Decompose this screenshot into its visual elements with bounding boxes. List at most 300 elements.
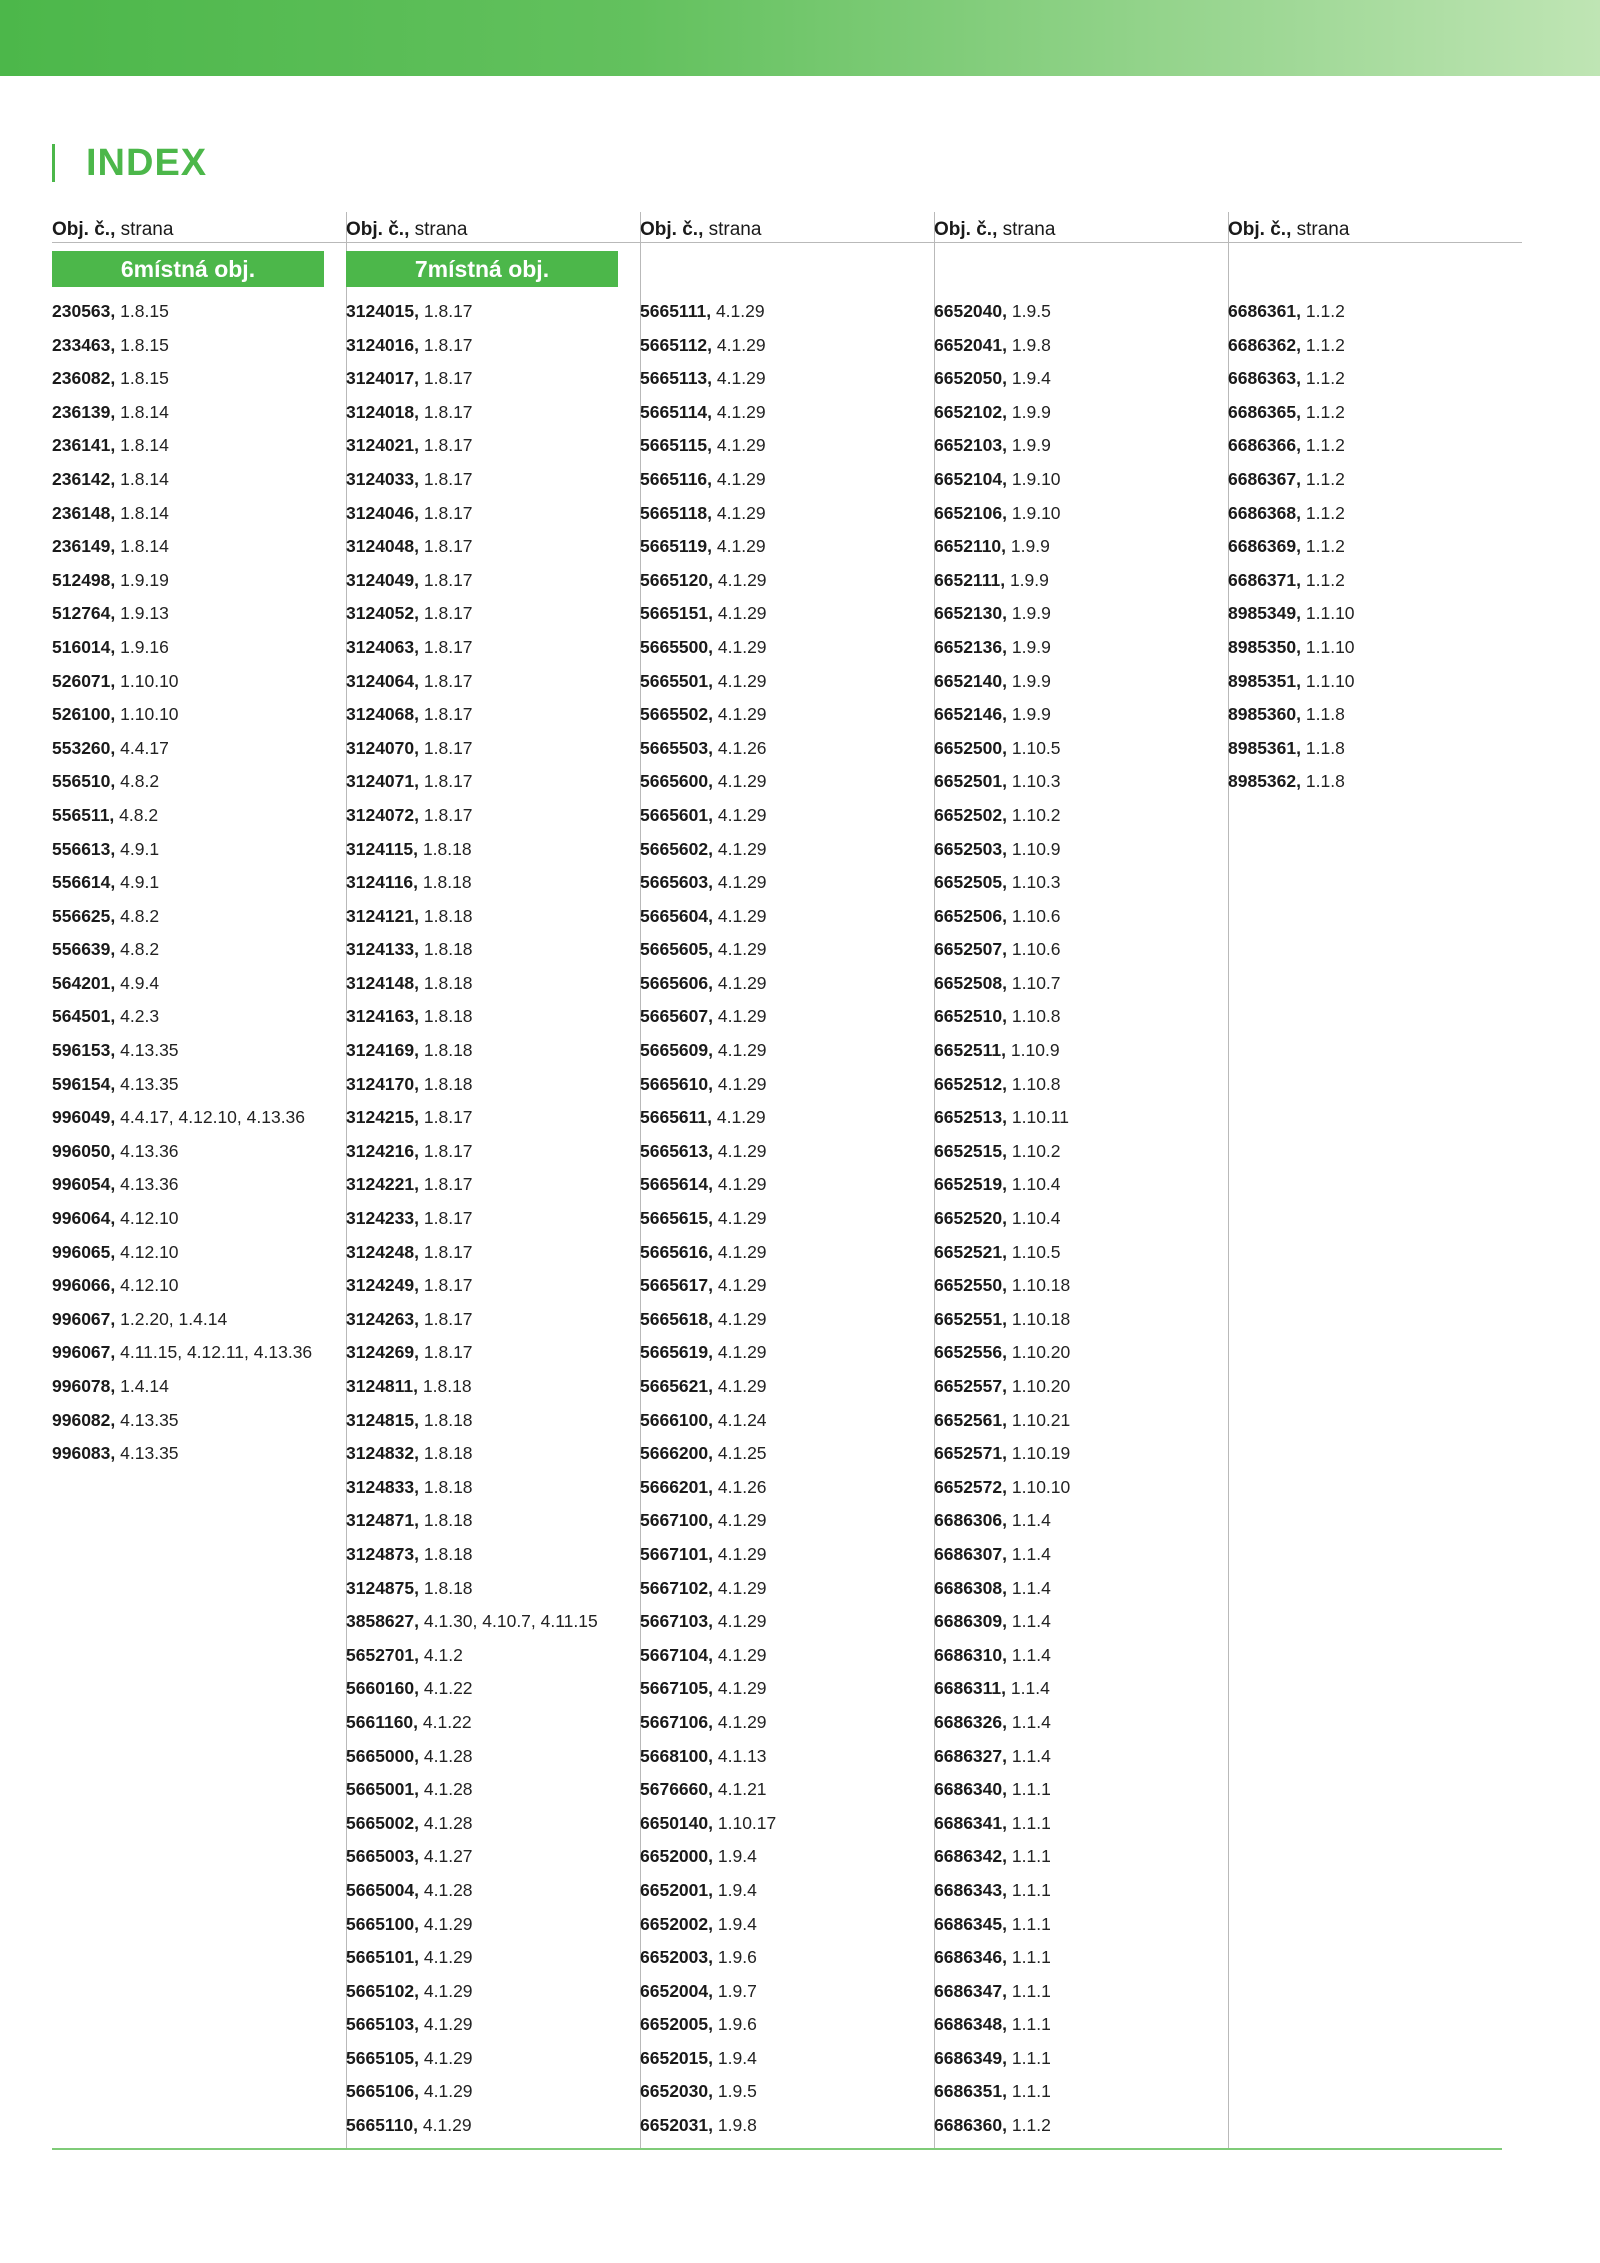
index-entry bbox=[640, 1807, 934, 1841]
index-entry bbox=[346, 1370, 640, 1404]
page-reference: 1.9.9 bbox=[1011, 435, 1051, 456]
item-number: 996078, bbox=[52, 1376, 116, 1396]
index-entry bbox=[346, 1975, 640, 2009]
page-reference: 1.1.4 bbox=[1010, 1678, 1050, 1699]
item-number: 3124121, bbox=[346, 905, 419, 926]
index-entry bbox=[346, 463, 640, 497]
index-entry bbox=[934, 1572, 1228, 1606]
page-reference: 1.8.17 bbox=[423, 435, 473, 456]
page-reference: 4.1.29 bbox=[717, 1006, 767, 1027]
index-entry bbox=[934, 329, 1228, 363]
column-header bbox=[1228, 212, 1522, 243]
page-reference: 1.10.20 bbox=[1011, 1376, 1071, 1396]
index-entry bbox=[346, 295, 640, 329]
index-entry bbox=[640, 698, 934, 732]
page-reference: 1.10.19 bbox=[1011, 1443, 1071, 1464]
item-number: 996082, bbox=[52, 1409, 116, 1430]
index-columns bbox=[52, 212, 1502, 2148]
index-entry bbox=[640, 497, 934, 531]
page-reference: 1.1.1 bbox=[1011, 1947, 1051, 1968]
page-reference: 4.1.29 bbox=[717, 1342, 767, 1363]
index-entry bbox=[934, 1101, 1228, 1135]
index-entry bbox=[346, 1135, 640, 1169]
item-number: 5665609, bbox=[640, 1040, 713, 1061]
index-entry bbox=[52, 1269, 346, 1303]
index-entry bbox=[346, 597, 640, 631]
index-entry bbox=[640, 295, 934, 329]
index-entry bbox=[52, 463, 346, 497]
item-number: 6686360, bbox=[934, 2115, 1007, 2136]
page-reference: 1.10.8 bbox=[1011, 1073, 1061, 1094]
page-reference: 1.8.17 bbox=[423, 401, 473, 422]
page-reference: 4.1.29 bbox=[717, 1376, 767, 1396]
index-entry bbox=[346, 1807, 640, 1841]
item-number: 8985362, bbox=[1228, 771, 1301, 792]
index-entry bbox=[346, 1908, 640, 1942]
item-number: 5665502, bbox=[640, 704, 713, 725]
index-entry bbox=[640, 1706, 934, 1740]
page-reference: 4.1.29 bbox=[717, 1711, 767, 1732]
index-entry bbox=[1228, 765, 1522, 799]
index-entry bbox=[640, 1437, 934, 1471]
page-reference: 1.8.18 bbox=[423, 1409, 473, 1430]
item-number: 556613, bbox=[52, 838, 116, 859]
item-number: 996083, bbox=[52, 1443, 116, 1464]
page-reference: 1.8.17 bbox=[423, 1174, 473, 1195]
item-number: 6652102, bbox=[934, 401, 1007, 422]
index-entry bbox=[640, 1135, 934, 1169]
index-entry bbox=[346, 329, 640, 363]
index-entry bbox=[52, 732, 346, 766]
page-reference: 1.8.17 bbox=[423, 301, 473, 321]
page-reference: 4.1.29 bbox=[423, 2047, 473, 2068]
index-entry bbox=[640, 732, 934, 766]
page-reference: 1.1.2 bbox=[1305, 401, 1345, 422]
item-number: 5665004, bbox=[346, 1879, 419, 1900]
page-reference: 4.1.29 bbox=[717, 771, 767, 792]
item-number: 3124873, bbox=[346, 1543, 419, 1564]
item-number: 6652515, bbox=[934, 1140, 1007, 1161]
page-reference: 1.9.9 bbox=[1011, 603, 1051, 624]
page-reference: 1.1.2 bbox=[1011, 2115, 1051, 2136]
item-number: 6686347, bbox=[934, 1980, 1007, 2001]
item-number: 5665118, bbox=[640, 502, 713, 523]
index-entry bbox=[346, 2008, 640, 2042]
index-entry bbox=[52, 1168, 346, 1202]
item-number: 6686310, bbox=[934, 1644, 1007, 1665]
page-reference: 1.8.18 bbox=[423, 972, 473, 993]
item-number: 6652050, bbox=[934, 368, 1007, 389]
index-entry bbox=[934, 900, 1228, 934]
page-reference: 4.2.3 bbox=[120, 1006, 160, 1027]
column-header-rest: strana bbox=[115, 219, 174, 240]
index-entry bbox=[346, 1538, 640, 1572]
page-reference: 4.1.2 bbox=[423, 1644, 463, 1665]
page-reference: 1.8.15 bbox=[120, 368, 169, 389]
index-entry bbox=[934, 1000, 1228, 1034]
index-entry bbox=[640, 631, 934, 665]
item-number: 5667102, bbox=[640, 1577, 713, 1598]
column-header-rest: strana bbox=[1291, 219, 1350, 240]
index-entry bbox=[52, 833, 346, 867]
item-number: 6652005, bbox=[640, 2014, 713, 2035]
index-entry bbox=[640, 1941, 934, 1975]
item-number: 6686340, bbox=[934, 1779, 1007, 1800]
item-number: 6686351, bbox=[934, 2081, 1007, 2102]
index-entry bbox=[52, 1000, 346, 1034]
item-number: 5665615, bbox=[640, 1208, 713, 1229]
index-entry bbox=[640, 1101, 934, 1135]
item-number: 556511, bbox=[52, 804, 115, 825]
index-entry bbox=[640, 1639, 934, 1673]
index-entry bbox=[346, 2109, 640, 2143]
index-entry bbox=[640, 2075, 934, 2109]
index-entry bbox=[1228, 564, 1522, 598]
index-entry bbox=[934, 732, 1228, 766]
page-reference: 4.1.29 bbox=[717, 1611, 767, 1632]
page-reference: 1.1.4 bbox=[1011, 1611, 1051, 1632]
item-number: 6652136, bbox=[934, 636, 1007, 657]
page-reference: 4.12.10 bbox=[120, 1208, 179, 1229]
index-entry bbox=[52, 933, 346, 967]
item-number: 5665606, bbox=[640, 972, 713, 993]
index-entry bbox=[1228, 732, 1522, 766]
item-number: 5665603, bbox=[640, 872, 713, 893]
page-reference: 1.1.1 bbox=[1011, 1779, 1051, 1800]
item-number: 3124249, bbox=[346, 1275, 419, 1296]
index-entry bbox=[1228, 497, 1522, 531]
item-number: 3124233, bbox=[346, 1208, 419, 1229]
page-reference: 1.1.4 bbox=[1011, 1577, 1051, 1598]
page-reference: 1.8.18 bbox=[423, 1510, 473, 1531]
index-entry bbox=[346, 2075, 640, 2109]
index-entry bbox=[934, 530, 1228, 564]
page-reference: 1.1.1 bbox=[1011, 2047, 1051, 2068]
item-number: 5665611, bbox=[640, 1107, 713, 1128]
page-reference: 4.8.2 bbox=[119, 804, 159, 825]
index-entry bbox=[52, 698, 346, 732]
index-entry bbox=[1228, 530, 1522, 564]
item-number: 8985349, bbox=[1228, 603, 1301, 624]
page-reference: 1.10.7 bbox=[1011, 972, 1061, 993]
page-reference: 4.1.26 bbox=[717, 737, 767, 758]
page-reference: 1.10.6 bbox=[1011, 939, 1061, 960]
item-number: 5665613, bbox=[640, 1140, 713, 1161]
page-reference: 1.8.18 bbox=[423, 1073, 473, 1094]
item-number: 236148, bbox=[52, 502, 116, 523]
page-reference: 4.8.2 bbox=[120, 771, 160, 792]
index-entry bbox=[346, 833, 640, 867]
page-reference: 4.13.35 bbox=[120, 1073, 179, 1094]
page-reference: 4.1.29 bbox=[717, 1241, 767, 1262]
item-number: 3124033, bbox=[346, 468, 419, 489]
item-number: 3124063, bbox=[346, 636, 419, 657]
index-entry bbox=[346, 933, 640, 967]
page-reference: 4.1.29 bbox=[717, 1073, 767, 1094]
item-number: 5668100, bbox=[640, 1745, 713, 1766]
page-reference: 1.9.4 bbox=[717, 2047, 757, 2068]
page-reference: 4.4.17, 4.12.10, 4.13.36 bbox=[120, 1107, 306, 1128]
index-entry bbox=[1228, 698, 1522, 732]
item-number: 5665003, bbox=[346, 1846, 419, 1867]
item-number: 6652508, bbox=[934, 972, 1007, 993]
item-number: 6652551, bbox=[934, 1308, 1007, 1329]
index-entry bbox=[934, 1269, 1228, 1303]
index-entry bbox=[346, 1471, 640, 1505]
item-number: 5665101, bbox=[346, 1947, 419, 1968]
index-entry bbox=[346, 1639, 640, 1673]
page-reference: 4.1.28 bbox=[423, 1812, 473, 1833]
page-reference: 1.10.8 bbox=[1011, 1006, 1061, 1027]
item-number: 3124221, bbox=[346, 1174, 419, 1195]
index-entry bbox=[52, 1068, 346, 1102]
index-entry bbox=[640, 1068, 934, 1102]
index-column-2 bbox=[346, 212, 641, 2148]
index-entry bbox=[52, 1437, 346, 1471]
item-number: 6652561, bbox=[934, 1409, 1007, 1430]
page-reference: 1.9.9 bbox=[1011, 636, 1051, 657]
item-number: 6652110, bbox=[934, 536, 1007, 557]
item-number: 5665601, bbox=[640, 804, 713, 825]
item-number: 3124875, bbox=[346, 1577, 419, 1598]
index-entry bbox=[640, 1471, 934, 1505]
item-number: 6652506, bbox=[934, 905, 1007, 926]
page-reference: 1.10.6 bbox=[1011, 905, 1061, 926]
item-number: 6686367, bbox=[1228, 468, 1301, 489]
page-reference: 1.10.3 bbox=[1011, 872, 1061, 893]
page-reference: 1.8.18 bbox=[423, 939, 473, 960]
item-number: 3124148, bbox=[346, 972, 419, 993]
page-reference: 4.1.29 bbox=[423, 1980, 473, 2001]
item-number: 6686349, bbox=[934, 2047, 1007, 2068]
page-reference: 4.1.28 bbox=[423, 1879, 473, 1900]
item-number: 3124269, bbox=[346, 1342, 419, 1363]
item-number: 236141, bbox=[52, 435, 116, 456]
index-entry bbox=[640, 1672, 934, 1706]
page-reference: 4.11.15, 4.12.11, 4.13.36 bbox=[120, 1342, 313, 1363]
index-entry bbox=[640, 765, 934, 799]
index-entry bbox=[346, 1336, 640, 1370]
page-reference: 1.8.18 bbox=[423, 1006, 473, 1027]
item-number: 3124216, bbox=[346, 1140, 419, 1161]
page-reference: 1.8.17 bbox=[423, 502, 473, 523]
item-number: 6652040, bbox=[934, 301, 1007, 321]
item-number: 3124116, bbox=[346, 872, 419, 893]
column-header bbox=[346, 212, 640, 243]
page-reference: 1.8.18 bbox=[423, 905, 473, 926]
page-reference: 1.8.18 bbox=[423, 1577, 473, 1598]
index-entry bbox=[640, 799, 934, 833]
page-reference: 4.1.28 bbox=[423, 1745, 473, 1766]
page-reference: 1.8.17 bbox=[423, 468, 473, 489]
item-number: 6650140, bbox=[640, 1812, 713, 1833]
page-reference: 4.8.2 bbox=[120, 905, 160, 926]
item-number: 596153, bbox=[52, 1040, 116, 1061]
item-number: 5665602, bbox=[640, 838, 713, 859]
item-number: 236149, bbox=[52, 536, 116, 557]
page-reference: 4.12.10 bbox=[120, 1275, 179, 1296]
index-entry bbox=[640, 1908, 934, 1942]
index-entry bbox=[346, 967, 640, 1001]
item-number: 6652002, bbox=[640, 1913, 713, 1934]
page-reference: 1.9.13 bbox=[120, 603, 169, 624]
index-entry bbox=[640, 1538, 934, 1572]
item-number: 5665002, bbox=[346, 1812, 419, 1833]
index-entry bbox=[640, 2042, 934, 2076]
index-column-3 bbox=[640, 212, 935, 2148]
index-entry bbox=[640, 1269, 934, 1303]
item-number: 5666201, bbox=[640, 1476, 713, 1497]
page-reference: 1.9.8 bbox=[1011, 334, 1051, 355]
index-entry bbox=[1228, 631, 1522, 665]
column-header-bold: Obj. č., bbox=[934, 219, 998, 240]
column-header-bold: Obj. č., bbox=[52, 219, 116, 240]
page-reference: 4.1.29 bbox=[717, 1678, 767, 1699]
item-number: 5665500, bbox=[640, 636, 713, 657]
item-number: 996067, bbox=[52, 1342, 116, 1363]
item-number: 6652500, bbox=[934, 737, 1007, 758]
index-entry bbox=[346, 1740, 640, 1774]
index-entry bbox=[934, 2109, 1228, 2143]
page-reference: 4.1.21 bbox=[717, 1779, 767, 1800]
column-header bbox=[934, 212, 1228, 243]
item-number: 3124052, bbox=[346, 603, 419, 624]
item-number: 3124070, bbox=[346, 737, 419, 758]
index-entry bbox=[934, 564, 1228, 598]
page-reference: 1.9.4 bbox=[717, 1846, 757, 1867]
index-entry bbox=[1228, 597, 1522, 631]
index-entry bbox=[934, 933, 1228, 967]
page-reference: 4.1.29 bbox=[717, 1174, 767, 1195]
page-reference: 1.8.17 bbox=[423, 804, 473, 825]
item-number: 596154, bbox=[52, 1073, 116, 1094]
item-number: 5665100, bbox=[346, 1913, 419, 1934]
item-number: 6686362, bbox=[1228, 334, 1301, 355]
page-reference: 1.1.10 bbox=[1305, 636, 1355, 657]
index-entry bbox=[640, 866, 934, 900]
page-reference: 4.1.29 bbox=[717, 1208, 767, 1229]
column-header bbox=[640, 212, 934, 243]
page-reference: 4.1.29 bbox=[717, 1644, 767, 1665]
index-entry bbox=[934, 1672, 1228, 1706]
index-entry bbox=[346, 1437, 640, 1471]
index-entry bbox=[934, 1639, 1228, 1673]
group-spacer bbox=[640, 251, 934, 287]
page-reference: 4.1.29 bbox=[717, 1275, 767, 1296]
page-reference: 1.8.17 bbox=[423, 771, 473, 792]
index-entry bbox=[346, 1840, 640, 1874]
index-entry bbox=[934, 1740, 1228, 1774]
index-entry bbox=[640, 530, 934, 564]
index-entry bbox=[934, 1437, 1228, 1471]
page-reference: 1.9.8 bbox=[717, 2115, 757, 2136]
item-number: 5665617, bbox=[640, 1275, 713, 1296]
group-label-7-digit: 7místná obj. bbox=[346, 251, 618, 287]
index-entry bbox=[934, 597, 1228, 631]
index-entry bbox=[934, 1941, 1228, 1975]
item-number: 6652041, bbox=[934, 334, 1007, 355]
page-reference: 4.1.29 bbox=[423, 2014, 473, 2035]
item-number: 5665503, bbox=[640, 737, 713, 758]
index-entry bbox=[640, 665, 934, 699]
index-entry bbox=[934, 1975, 1228, 2009]
item-number: 5667106, bbox=[640, 1711, 713, 1732]
index-entry bbox=[346, 1605, 640, 1639]
index-entry bbox=[52, 631, 346, 665]
index-entry bbox=[52, 866, 346, 900]
index-entry bbox=[1228, 463, 1522, 497]
index-entry bbox=[640, 1605, 934, 1639]
item-number: 6652520, bbox=[934, 1208, 1007, 1229]
page-reference: 1.8.18 bbox=[423, 1040, 473, 1061]
index-entry bbox=[640, 362, 934, 396]
item-number: 6652001, bbox=[640, 1879, 713, 1900]
item-number: 6652146, bbox=[934, 704, 1007, 725]
item-number: 6652557, bbox=[934, 1376, 1007, 1396]
page-reference: 1.8.17 bbox=[423, 1275, 473, 1296]
page-reference: 4.1.29 bbox=[717, 670, 767, 691]
item-number: 6686309, bbox=[934, 1611, 1007, 1632]
page-reference: 1.8.17 bbox=[423, 368, 473, 389]
item-number: 6686366, bbox=[1228, 435, 1301, 456]
item-number: 3124049, bbox=[346, 569, 419, 590]
page-reference: 1.4.14 bbox=[120, 1376, 169, 1396]
index-entry bbox=[934, 1807, 1228, 1841]
item-number: 526071, bbox=[52, 670, 116, 691]
page-reference: 4.1.13 bbox=[717, 1745, 767, 1766]
index-entry bbox=[640, 429, 934, 463]
item-number: 6686342, bbox=[934, 1846, 1007, 1867]
page-reference: 1.9.9 bbox=[1009, 569, 1049, 590]
page-reference: 1.8.17 bbox=[423, 334, 473, 355]
index-entry bbox=[934, 2042, 1228, 2076]
item-number: 6652510, bbox=[934, 1006, 1007, 1027]
index-entry bbox=[52, 1404, 346, 1438]
item-number: 3124068, bbox=[346, 704, 419, 725]
item-number: 6652511, bbox=[934, 1040, 1007, 1061]
item-number: 6686345, bbox=[934, 1913, 1007, 1934]
item-number: 3124072, bbox=[346, 804, 419, 825]
item-number: 3124021, bbox=[346, 435, 419, 456]
index-entry bbox=[346, 362, 640, 396]
item-number: 6686306, bbox=[934, 1510, 1007, 1531]
index-entry bbox=[640, 833, 934, 867]
item-number: 5667101, bbox=[640, 1543, 713, 1564]
item-number: 996049, bbox=[52, 1107, 116, 1128]
index-entry bbox=[346, 1101, 640, 1135]
index-entry bbox=[934, 362, 1228, 396]
page-reference: 1.8.17 bbox=[423, 603, 473, 624]
item-number: 3124871, bbox=[346, 1510, 419, 1531]
index-entry bbox=[640, 1370, 934, 1404]
page-reference: 4.1.29 bbox=[717, 1140, 767, 1161]
page-reference: 1.9.4 bbox=[717, 1879, 757, 1900]
index-entry bbox=[52, 530, 346, 564]
page-reference: 1.10.17 bbox=[717, 1812, 777, 1833]
item-number: 516014, bbox=[52, 636, 116, 657]
item-number: 6686361, bbox=[1228, 301, 1301, 321]
item-number: 6652572, bbox=[934, 1476, 1007, 1497]
page-reference: 4.1.29 bbox=[717, 636, 767, 657]
item-number: 526100, bbox=[52, 704, 116, 725]
page-reference: 1.8.17 bbox=[423, 737, 473, 758]
page-reference: 1.10.20 bbox=[1011, 1342, 1071, 1363]
index-column-1 bbox=[52, 212, 347, 2148]
column-header-bold: Obj. č., bbox=[346, 219, 410, 240]
index-entry bbox=[52, 1236, 346, 1270]
index-entry bbox=[640, 967, 934, 1001]
index-entry bbox=[52, 1034, 346, 1068]
